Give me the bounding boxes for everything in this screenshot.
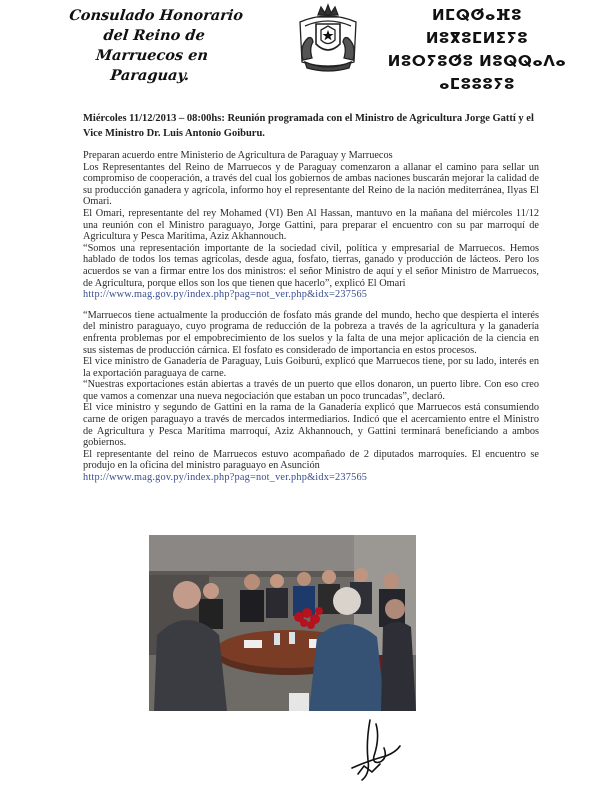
handwritten-signature-icon: [340, 712, 420, 784]
header-left-line: del Reino de Marruecos en: [95, 27, 209, 64]
article-paragraph: El representante del reino de Marruecos estuvo acompañado de 2 diputados marroquíes. El encuentro se produjo en la oficina del ministro paraguayo en Asunción: [83, 448, 539, 472]
header-right-line: ⴰⵎⵓⵓⵓⵢⵓ: [439, 75, 515, 93]
article-paragraph: “Nuestras exportaciones están abiertas a través de un puerto que ellos donaron, un puerto libre. Con eso creo que vamos a comenzar una nueva negociación que estaban un poco truncadas”, declaró.: [83, 379, 539, 402]
header-right-line: ⵍⵎⵕⵚⴰⴼⵓ ⵍⵓⴳⵓⵎⵍⵉⵢⵓ: [425, 6, 529, 47]
article-paragraph: “Marruecos tiene actualmente la producción de fosfato más grande del mundo, hecho que despierta el interés del ministro paraguayo, cuyo programa de reducción de la pobreza a través de la agricultura y la ganadería enfrenta problemas por el empobrecimiento de los suelos y la falta de una mejor aplicación de la ciencia en sus sistemas de producción cárnica. El fosfato es considerado de importancia en estos procesos.: [83, 309, 539, 356]
header-right-line: ⵍⵓⵔⵢⵓⵚⵓ ⵍⵓⵕⵕⴰⴷⴰ: [387, 52, 567, 70]
header-left-line: Paraguay.: [109, 67, 191, 84]
article-heading: Miércoles 11/12/2013 – 08:00hs: Reunión programada con el Ministro de Agricultura Jorge Gattí y el Vice Ministro Dr. Luis Antonio Goiburu.: [83, 113, 534, 139]
article-body: [83, 150, 539, 484]
source-link[interactable]: http://www.mag.gov.py/index.php?pag=not_ver.php&idx=237565: [83, 472, 368, 484]
signature: [340, 712, 420, 784]
consulate-title-latin: [54, 6, 252, 86]
meeting-photo-icon: [149, 535, 416, 711]
meeting-photo: [149, 535, 416, 711]
royal-coat-of-arms-icon: [291, 2, 365, 72]
consulate-title-tifinagh: [382, 4, 572, 96]
article-paragraph: “Somos una representación importante de la sociedad civil, política y empresarial de Marruecos. Hemos hablado de todos los temas agrícolas, desde agua, fosfato, tierras, ganado y producción de lácteos. Pero los acuerdos se van a firmar entre los dos ministros: el señor Ministro de aquí y el señor Ministro de Marruecos, de Agricultura, porque ellos son los que tienen que hacerlo”, explicó El Omari: [83, 242, 539, 289]
article-subtitle: Preparan acuerdo entre Ministerio de Agricultura de Paraguay y Marruecos: [83, 150, 393, 161]
article-paragraph: El Omari, representante del rey Mohamed (VI) Ben Al Hassan, mantuvo en la mañana del miércoles 11/12 una reunión con el Ministro paraguayo, Jorge Gattini, para preparar el encuentro con su par marroquí de Agricultura y Pesca Marítima, Aziz Akhannouch.: [83, 207, 539, 243]
article-paragraph: El vice ministro de Ganadería de Paraguay, Luis Goiburú, explicó que Marruecos tiene, por su lado, interés en la exportación paraguaya de carne.: [83, 356, 539, 379]
source-link[interactable]: http://www.mag.gov.py/index.php?pag=not_ver.php&idx=237565: [83, 289, 368, 301]
article-paragraph: El vice ministro y segundo de Gattini en la rama de la Ganadería explicó que Marruecos está consumiendo carne de origen paraguayo a través de mercados intermediarios. Indicó que el acercamiento entre el Ministro de Agricultura y Pesca Marítima marroquí, Aziz Akhannouch, y Gattini terminará beneficiando a ambos gobiernos.: [83, 402, 539, 449]
article-paragraph: Los Representantes del Reino de Marruecos y de Paraguay comenzaron a allanar el camino para sellar un compromiso de cooperación, a través del cual los gobiernos de ambas naciones buscarán mejorar la calidad de su producción ganadera y agrícola, informo hoy el representante del Reino de la nación mediterránea, Ilyas El Omari.: [83, 161, 539, 208]
header-left-line: Consulado Honorario: [68, 7, 244, 24]
